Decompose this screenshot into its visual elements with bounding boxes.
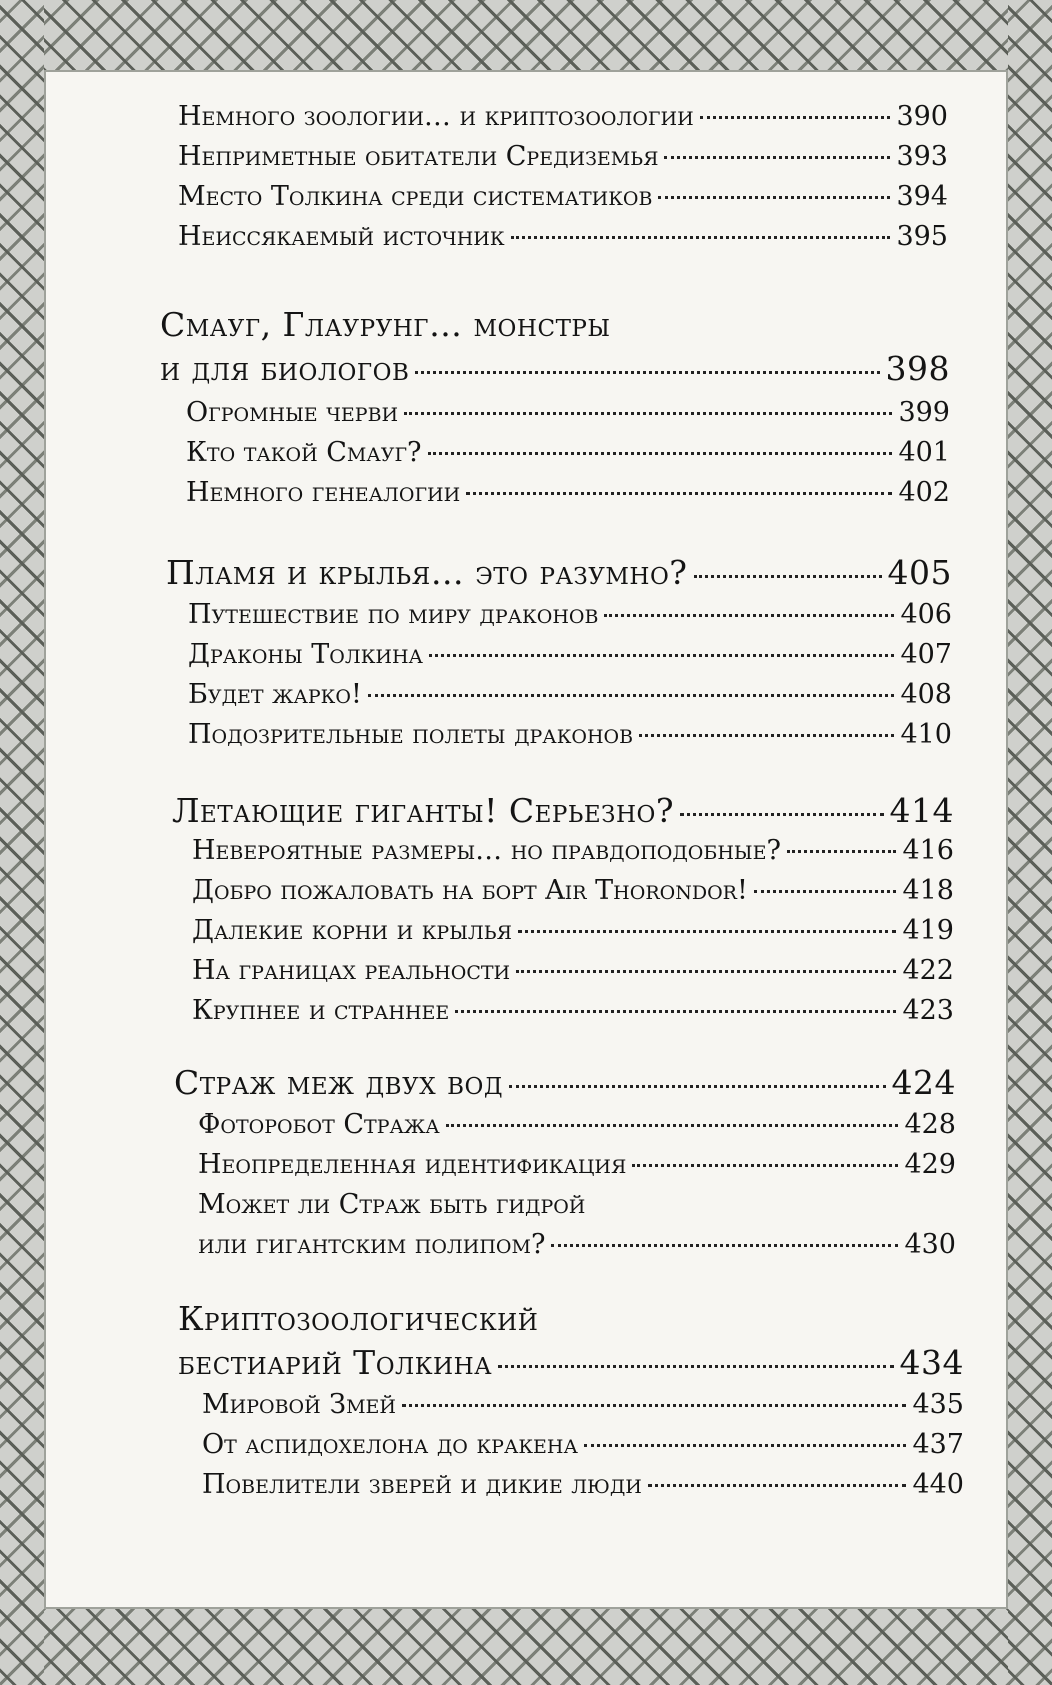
toc-entry <box>178 100 948 134</box>
toc-entry-title: или гигантским полипом? <box>198 1229 546 1260</box>
toc-entry-page: 430 <box>904 1229 956 1260</box>
dot-leader <box>516 970 896 973</box>
dot-leader <box>509 1085 885 1088</box>
toc-entry-page: 435 <box>912 1389 964 1420</box>
toc-entry <box>192 954 954 988</box>
toc-chapter-title: Страж меж двух вод <box>174 1063 504 1102</box>
toc-entry <box>186 436 950 470</box>
toc-entry <box>188 718 952 752</box>
celtic-border-bottom <box>0 1609 1052 1685</box>
toc-entry-page: 437 <box>912 1429 964 1460</box>
toc-entry-title: Может ли Страж быть гидрой <box>198 1189 586 1220</box>
toc-entry-page: 393 <box>896 141 948 172</box>
toc-chapter <box>172 791 954 830</box>
celtic-border-right <box>1008 0 1052 1685</box>
toc-entry-page: 394 <box>896 181 948 212</box>
toc-entry-title: Кто такой Смауг? <box>186 437 422 468</box>
dot-leader <box>466 492 892 495</box>
toc-entry-title: Будет жарко! <box>188 679 362 710</box>
celtic-border-left <box>0 0 44 1685</box>
toc-entry-title: Неопределенная идентификация <box>198 1149 627 1180</box>
toc-entry-page: 422 <box>902 955 954 986</box>
toc-entry-page: 428 <box>904 1109 956 1140</box>
toc-entry-title: Подозрительные полеты драконов <box>188 719 634 750</box>
toc-entry <box>178 140 948 174</box>
dot-leader <box>368 694 895 697</box>
dot-leader <box>402 1404 906 1407</box>
toc-chapter-page: 398 <box>885 349 950 388</box>
toc-chapter-title: Пламя и крылья… это разумно? <box>166 553 688 592</box>
toc-entry-title: Немного генеалогии <box>186 477 461 508</box>
toc-entry-title: Драконы Толкина <box>188 639 423 670</box>
dot-leader <box>648 1484 907 1487</box>
chapter-title-line: Криптозоологический <box>178 1299 539 1338</box>
toc-entry-title: Невероятные размеры… но правдоподобные? <box>192 835 781 866</box>
toc-entry-page: 408 <box>900 679 952 710</box>
toc-entry-title: На границах реальности <box>192 955 511 986</box>
toc-entry <box>186 396 950 430</box>
toc-chapter-title: Летающие гиганты! Серьезно? <box>172 791 675 830</box>
toc-chapter-page: 405 <box>887 553 952 592</box>
toc-entry-no-page <box>198 1188 956 1222</box>
toc-entry-page: 429 <box>904 1149 956 1180</box>
dot-leader <box>429 654 895 657</box>
toc-entry-title: Крупнее и страннее <box>192 995 450 1026</box>
toc-entry-title: Повелители зверей и дикие люди <box>202 1469 642 1500</box>
toc-entry <box>178 180 948 214</box>
toc-chapter-title: бестиарий Толкина <box>178 1343 493 1382</box>
chapter-title-line: Смауг, Глаурунг… монстры <box>160 305 611 344</box>
toc-chapter <box>166 553 952 592</box>
toc-entry-page: 401 <box>898 437 950 468</box>
toc-entry <box>192 994 954 1028</box>
toc-entry-page: 399 <box>898 397 950 428</box>
dot-leader <box>498 1365 893 1368</box>
dot-leader <box>551 1244 898 1247</box>
toc-entry-title: Фоторобот Стража <box>198 1109 440 1140</box>
dot-leader <box>694 575 882 578</box>
toc-entry <box>188 598 952 632</box>
toc-entry-page: 416 <box>902 835 954 866</box>
dot-leader <box>415 371 879 374</box>
toc-entry-page: 390 <box>896 101 948 132</box>
toc-entry-page: 410 <box>900 719 952 750</box>
toc-entry <box>202 1428 964 1462</box>
toc-chapter-page: 424 <box>891 1063 956 1102</box>
toc-entry <box>186 476 950 510</box>
toc-entry-title: Неприметные обитатели Средиземья <box>178 141 659 172</box>
toc-chapter-title: и для биологов <box>160 349 410 388</box>
dot-leader <box>754 890 897 893</box>
toc-entry-page: 419 <box>902 915 954 946</box>
toc-entry <box>188 638 952 672</box>
dot-leader <box>680 813 883 816</box>
toc-entry <box>192 914 954 948</box>
dot-leader <box>511 236 891 239</box>
dot-leader <box>632 1164 898 1167</box>
dot-leader <box>639 734 894 737</box>
toc-entry-page: 418 <box>902 875 954 906</box>
toc-entry-title: Путешествие по миру драконов <box>188 599 599 630</box>
toc-entry <box>198 1148 956 1182</box>
toc-entry-title: Немного зоологии… и криптозоологии <box>178 101 694 132</box>
toc-entry <box>202 1388 964 1422</box>
dot-leader <box>404 412 892 415</box>
toc-entry-title: Неиссякаемый источник <box>178 221 505 252</box>
dot-leader <box>455 1010 896 1013</box>
toc-entry <box>198 1108 956 1142</box>
toc-chapter <box>174 1063 956 1102</box>
toc-chapter <box>178 1343 964 1382</box>
toc-entry-page: 395 <box>896 221 948 252</box>
toc-entry-title: Огромные черви <box>186 397 399 428</box>
toc-entry-title: Место Толкина среди систематиков <box>178 181 653 212</box>
toc-chapter-page: 414 <box>889 791 954 830</box>
dot-leader <box>787 850 897 853</box>
dot-leader <box>664 156 890 159</box>
dot-leader <box>604 614 894 617</box>
toc-entry-page: 423 <box>902 995 954 1026</box>
toc-entry-page: 406 <box>900 599 952 630</box>
toc-entry-title: Далекие корни и крылья <box>192 915 512 946</box>
toc-entry-page: 407 <box>900 639 952 670</box>
toc-entry-title: Мировой Змей <box>202 1389 396 1420</box>
dot-leader <box>446 1124 899 1127</box>
toc-entry-page: 402 <box>898 477 950 508</box>
toc-entry <box>198 1228 956 1262</box>
toc-entry <box>178 220 948 254</box>
toc-entry <box>192 834 954 868</box>
toc-chapter <box>160 349 950 388</box>
toc-entry <box>188 678 952 712</box>
toc-entry-page: 440 <box>912 1469 964 1500</box>
toc-entry-title: Добро пожаловать на борт Air Thorondor! <box>192 875 748 906</box>
celtic-border-top <box>0 0 1052 70</box>
dot-leader <box>518 930 897 933</box>
dot-leader <box>700 116 891 119</box>
dot-leader <box>428 452 893 455</box>
toc-chapter-page: 434 <box>899 1343 964 1382</box>
dot-leader <box>584 1444 907 1447</box>
toc-entry <box>192 874 954 908</box>
toc-entry <box>202 1468 964 1502</box>
dot-leader <box>658 196 890 199</box>
toc-entry-title: От аспидохелона до кракена <box>202 1429 578 1460</box>
